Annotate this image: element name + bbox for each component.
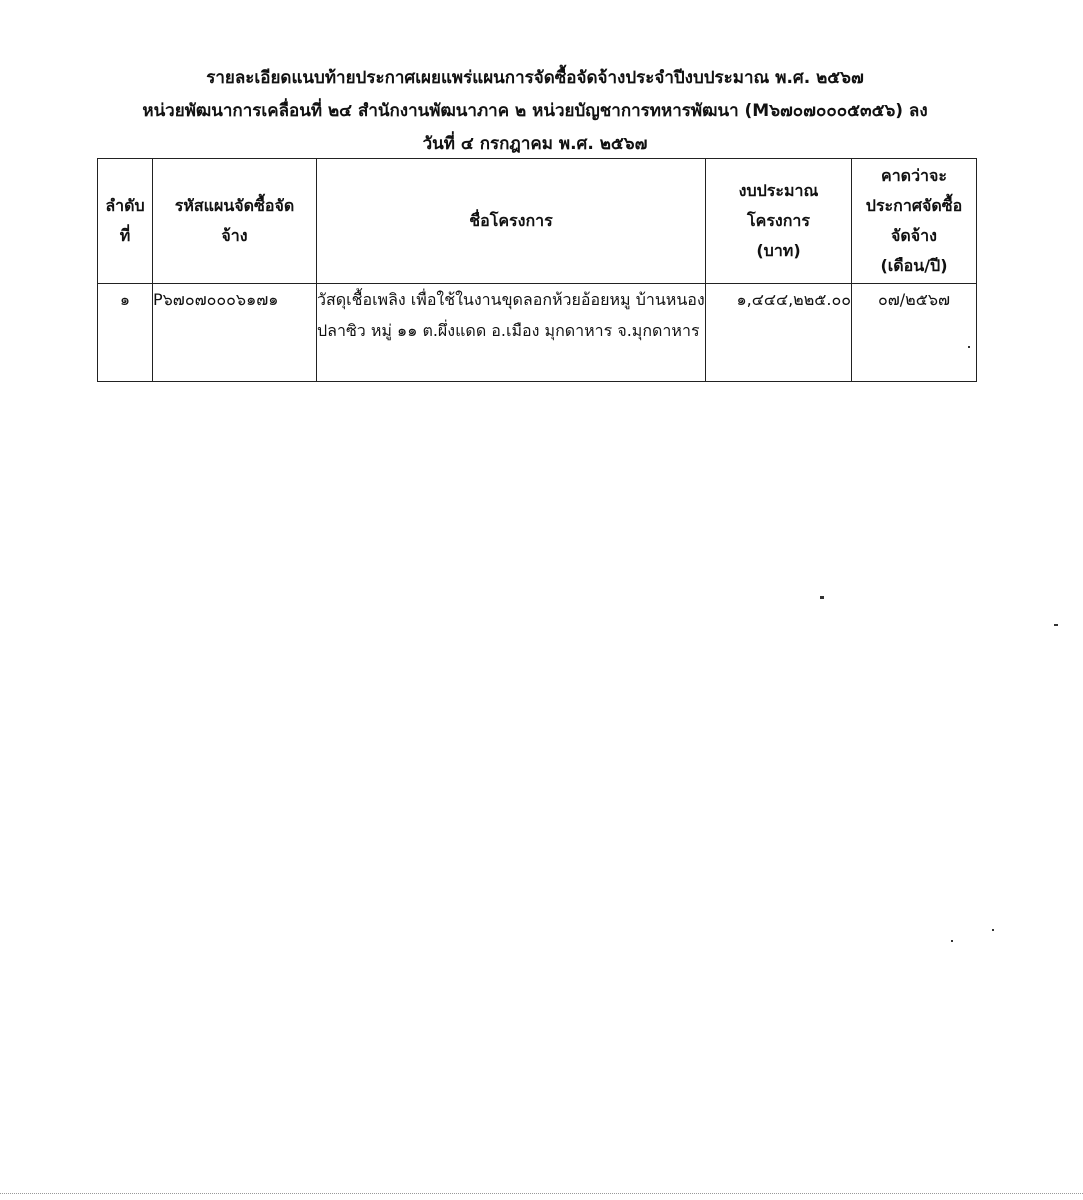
document-subtitle: หน่วยพัฒนาการเคลื่อนที่ ๒๔ สำนักงานพัฒนาภาค ๒ หน่วยบัญชาการทหารพัฒนา (M๖๗๐๗๐๐๐๕๓๕๖) ลง	[142, 101, 928, 121]
cell-budget: ๑,๔๔๔,๒๒๕.๐๐	[706, 284, 852, 382]
column-header-project-name-text: ชื่อโครงการ	[469, 211, 553, 230]
column-header-expected-date-text: คาดว่าจะ ประกาศจัดซื้อ จัดจ้าง (เดือน/ปี)	[865, 166, 963, 275]
column-header-plan-code-text: รหัสแผนจัดซื้อจัด จ้าง	[174, 196, 295, 245]
column-header-expected-date	[852, 159, 977, 284]
column-header-number	[98, 159, 153, 284]
column-header-number-text: ลำดับ ที่	[105, 196, 145, 245]
cell-number: ๑	[98, 284, 153, 382]
scan-speck	[1054, 624, 1058, 626]
column-header-budget-text: งบประมาณ โครงการ (บาท)	[738, 181, 819, 260]
scan-speck	[992, 929, 994, 931]
scan-speck	[968, 346, 970, 348]
scan-speck	[951, 940, 953, 942]
column-header-budget	[706, 159, 852, 284]
cell-plan-code: P๖๗๐๗๐๐๐๖๑๗๑	[153, 284, 317, 382]
document-date: วันที่ ๔ กรกฎาคม พ.ศ. ๒๕๖๗	[422, 134, 648, 154]
column-header-plan-code	[153, 159, 317, 284]
scan-speck	[820, 596, 824, 599]
cell-project-name: วัสดุเชื้อเพลิง เพื่อใช้ในงานขุดลอกห้วยอ้อยหมู บ้านหนองปลาซิว หมู่ ๑๑ ต.ผึ่งแดด อ.เมือง มุกดาหาร จ.มุกดาหาร	[317, 284, 706, 382]
table-row	[98, 284, 977, 382]
procurement-plan-table	[97, 158, 977, 382]
table-header-row	[98, 159, 977, 284]
cell-expected-date: ๐๗/๒๕๖๗	[852, 284, 977, 382]
scan-edge-line	[0, 1193, 1083, 1194]
column-header-project-name	[317, 159, 706, 284]
document-title: รายละเอียดแนบท้ายประกาศเผยแพร่แผนการจัดซื้อจัดจ้างประจำปีงบประมาณ พ.ศ. ๒๕๖๗	[206, 68, 864, 88]
